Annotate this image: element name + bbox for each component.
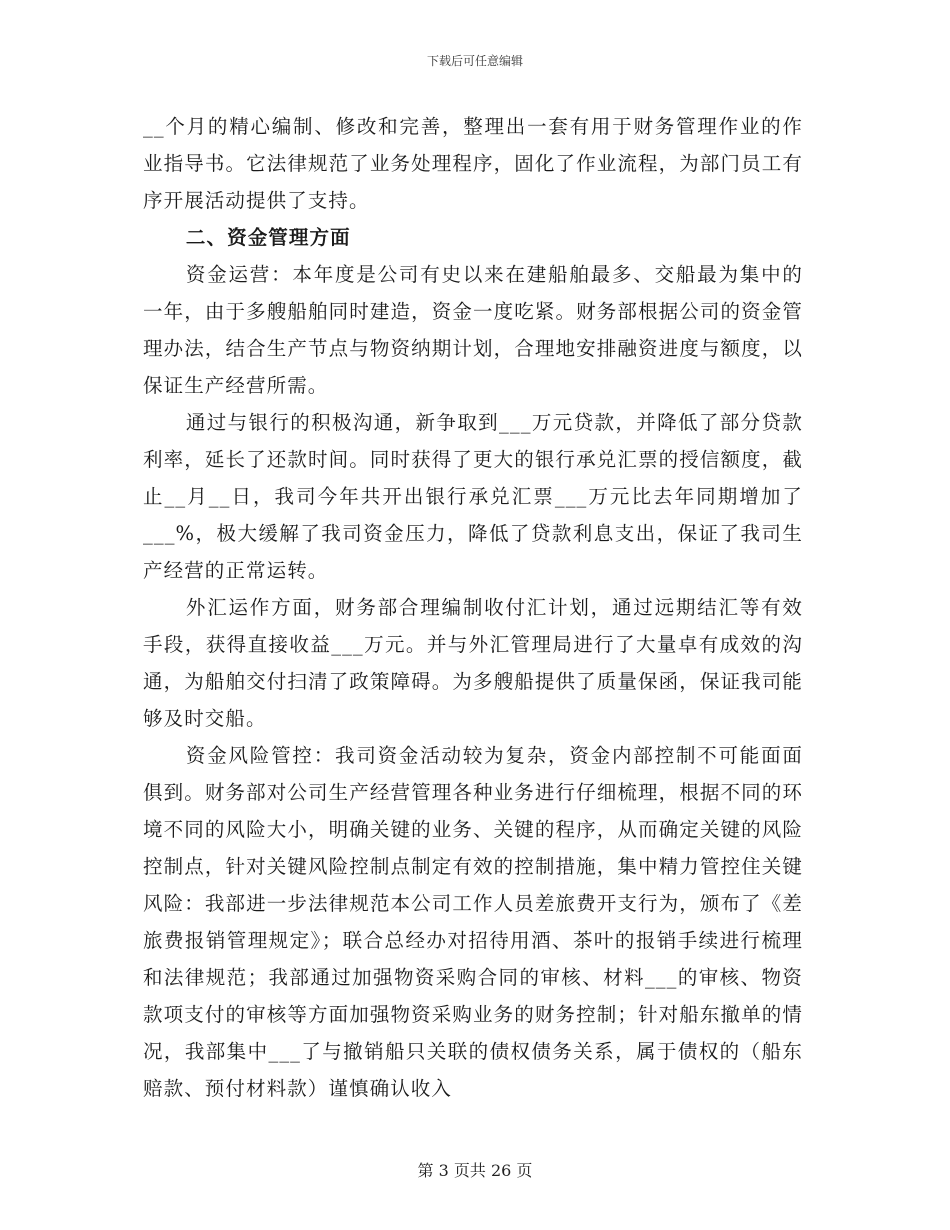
paragraph-continuation: __个月的精心编制、修改和完善，整理出一套有用于财务管理作业的作业指导书。它法律规范了业务处理程序，固化了作业流程，为部门员工有序开展活动提供了支持。 — [143, 115, 803, 212]
page-number: 第 3 页共 26 页 — [417, 1161, 533, 1180]
paragraph-bank-communication: 通过与银行的积极沟通，新争取到___万元贷款，并降低了部分贷款利率，延长了还款时间。同时获得了更大的银行承兑汇票的授信额度，截止__月__日，我司今年共开出银行承兑汇票___万元比去年同期增加了___%，极大缓解了我司资金压力，降低了贷款利息支出，保证了我司生产经营的正常运转。 — [143, 411, 803, 582]
header-note: 下载后可任意编辑 — [426, 54, 523, 68]
section-heading: 二、资金管理方面 — [185, 226, 351, 249]
paragraph-fund-operation: 资金运营：本年度是公司有史以来在建船舶最多、交船最为集中的一年，由于多艘船舶同时建造，资金一度吃紧。财务部根据公司的资金管理办法，结合生产节点与物资纳期计划，合理地安排融资进度与额度，以保证生产经营所需。 — [143, 263, 803, 397]
paragraph-fund-risk-control: 资金风险管控：我司资金活动较为复杂，资金内部控制不可能面面俱到。财务部对公司生产经营管理各种业务进行仔细梳理，根据不同的环境不同的风险大小，明确关键的业务、关键的程序，从而确定关键的风险控制点，针对关键风险控制点制定有效的控制措施，集中精力管控住关键风险：我部进一步法律规范本公司工作人员差旅费开支行为，颁布了《差旅费报销管理规定》；联合总经办对招待用酒、茶叶的报销手续进行梳理和法律规范；我部通过加强物资采购合同的审核、材料___的审核、物资款项支付的审核等方面加强物资采购业务的财务控制；针对船东撤单的情况，我部集中___了与撤销船只关联的债权债务关系，属于债权的（船东赔款、预付材料款）谨慎确认收入 — [143, 744, 803, 1100]
paragraph-foreign-exchange: 外汇运作方面，财务部合理编制收付汇计划，通过远期结汇等有效手段，获得直接收益___万元。并与外汇管理局进行了大量卓有成效的沟通，为船舶交付扫清了政策障碍。为多艘船提供了质量保函，保证我司能够及时交船。 — [143, 596, 803, 730]
document-body — [143, 108, 803, 1107]
